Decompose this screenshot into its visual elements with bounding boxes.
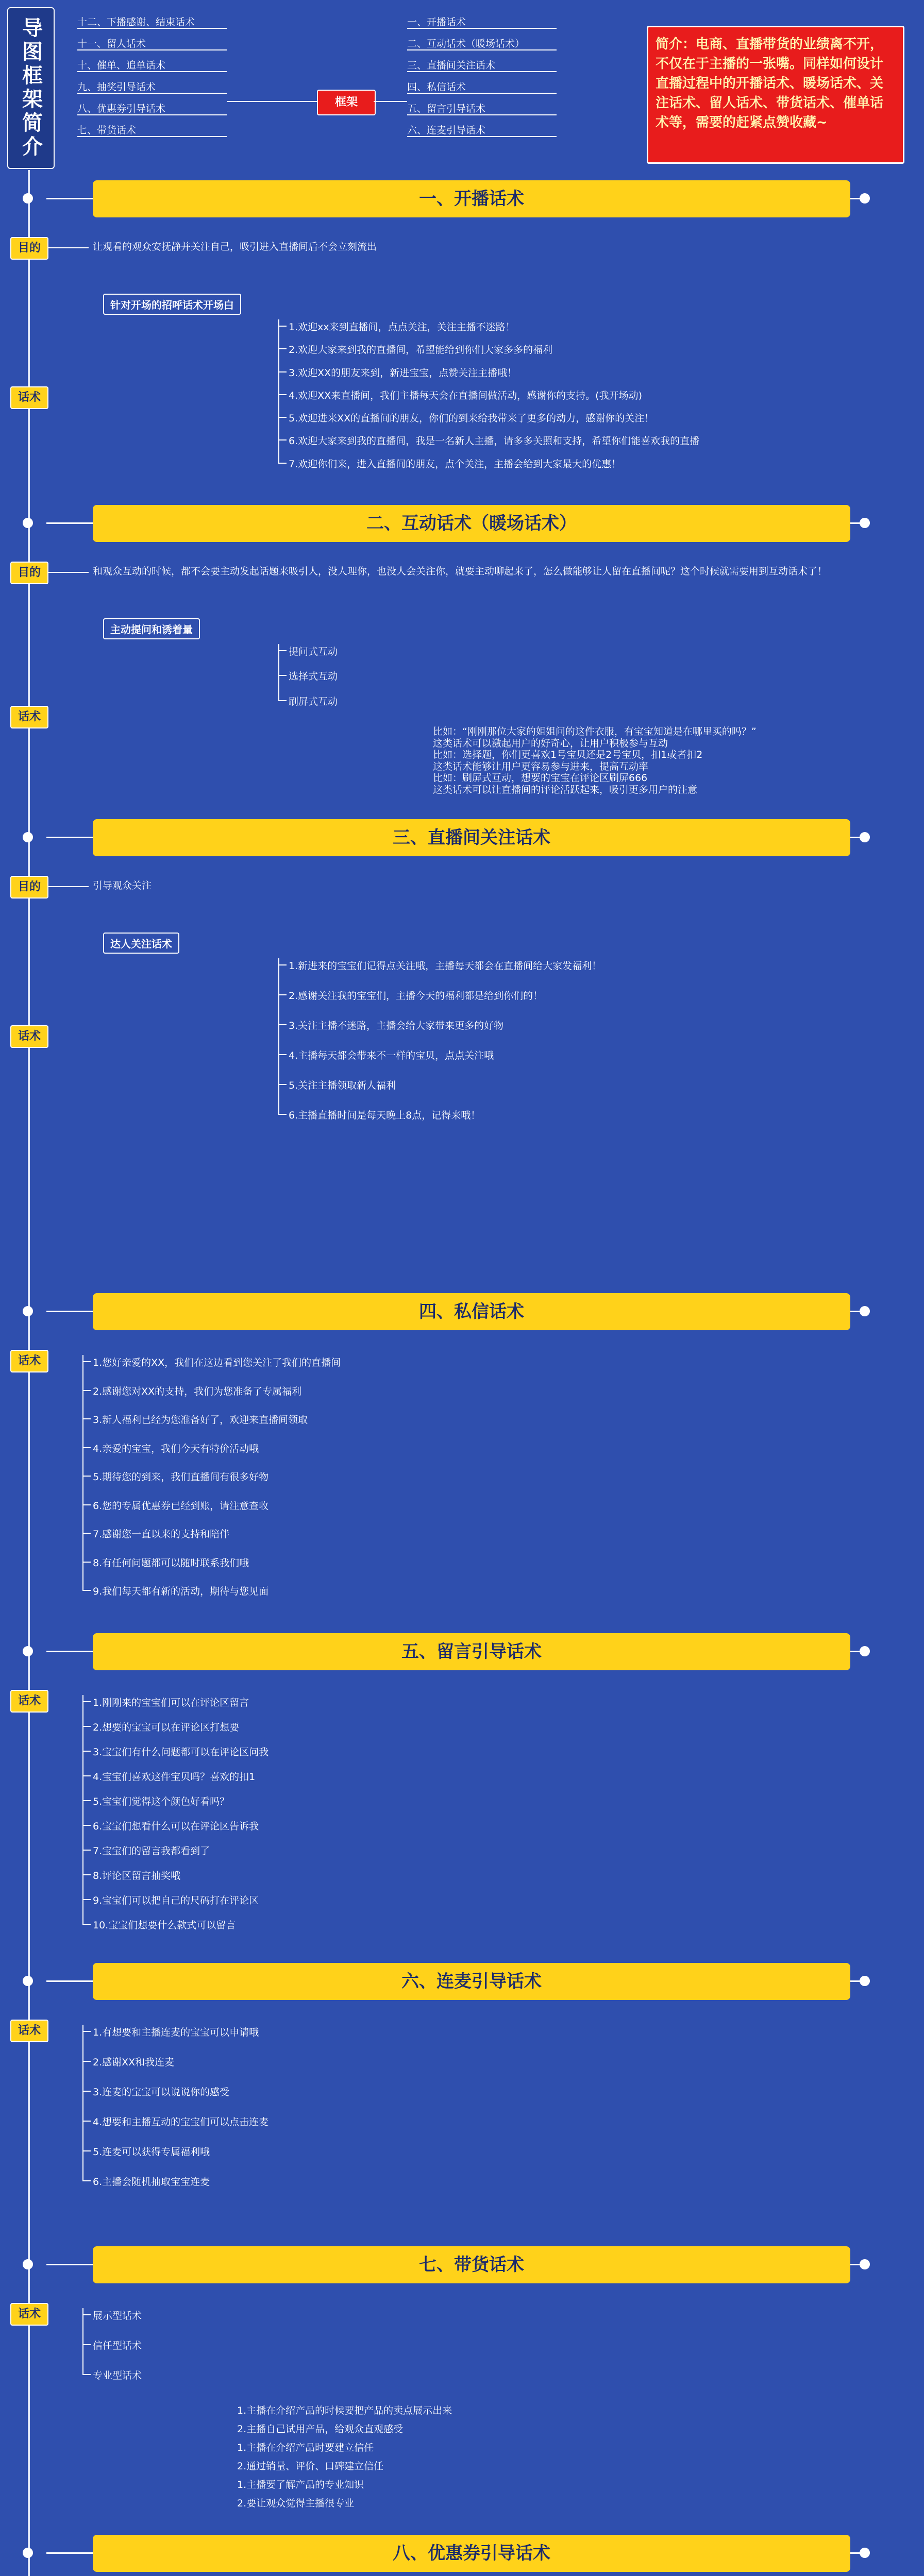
section-talk-label[interactable]: 话术 <box>10 1025 48 1048</box>
section-item[interactable]: 7.宝宝们的留言我都看到了 <box>93 1845 210 1857</box>
item-connector <box>278 439 287 440</box>
section-header[interactable] <box>93 1293 850 1330</box>
toc-left-item[interactable]: 十、催单、追单话术 <box>77 60 166 71</box>
section-goal-label[interactable]: 目的 <box>10 237 48 260</box>
item-connector <box>82 1447 91 1448</box>
section-item[interactable]: 2.感谢关注我的宝宝们，主播今天的福利都是给到你们的！ <box>289 990 543 1002</box>
item-connector <box>278 964 287 965</box>
section-item[interactable]: 3.关注主播不迷路，主播会给大家带来更多的好物 <box>289 1020 504 1031</box>
item-connector <box>82 1825 91 1826</box>
goal-connector <box>47 572 89 573</box>
section-item[interactable]: 提问式互动 <box>289 646 338 657</box>
toc-right-line <box>407 136 557 137</box>
section-item[interactable]: 3.新人福利已经为您准备好了，欢迎来直播间领取 <box>93 1414 308 1426</box>
section-item[interactable]: 8.有任何问题都可以随时联系我们哦 <box>93 1557 249 1569</box>
toc-right-line <box>407 71 557 72</box>
item-connector <box>82 2091 91 2092</box>
item-connector <box>82 1701 91 1702</box>
section-branch[interactable]: 达人关注话术 <box>103 933 179 954</box>
section-item[interactable]: 1.您好亲爱的XX，我们在这边看到您关注了我们的直播间 <box>93 1357 341 1368</box>
toc-right-line <box>407 49 557 50</box>
section-note: 这类话术可以让直播间的评论活跃起来，吸引更多用户的注意 <box>433 784 698 795</box>
section-title: 四、私信话术 <box>419 1301 524 1322</box>
section-cap-right <box>860 832 870 842</box>
section-goal-text: 和观众互动的时候，都不会要主动发起话题来吸引人，没人理你，也没人会关注你，就要主动聊起来了，怎么做能够让人留在直播间呢？这个时候就需要用到互动话术了！ <box>93 566 828 577</box>
section-item[interactable]: 2.想要的宝宝可以在评论区打想要 <box>93 1722 240 1733</box>
toc-right-line <box>407 93 557 94</box>
section-item[interactable]: 6.宝宝们想看什么可以在评论区告诉我 <box>93 1821 259 1832</box>
section-item[interactable]: 1.有想要和主播连麦的宝宝可以申请哦 <box>93 2027 259 2038</box>
section-item[interactable]: 1.新进来的宝宝们记得点关注哦，主播每天都会在直播间给大家发福利！ <box>289 960 602 972</box>
item-connector <box>278 394 287 395</box>
section-item[interactable]: 4.亲爱的宝宝，我们今天有特价活动哦 <box>93 1443 259 1454</box>
toc-left-line <box>77 114 227 115</box>
item-connector <box>278 348 287 349</box>
item-connector <box>82 2031 91 2032</box>
section-goal-text: 让观看的观众安抚静并关注自己，吸引进入直播间后不会立刻流出 <box>93 241 377 252</box>
section-cap-right <box>860 1646 870 1656</box>
section-note: 比如：选择题，你们更喜欢1号宝贝还是2号宝贝，扣1或者扣2 <box>433 749 703 760</box>
toc-right-item[interactable]: 五、留言引导话术 <box>407 103 486 114</box>
section-branch[interactable]: 主动提问和诱着量 <box>103 618 200 639</box>
section-item[interactable]: 5.欢迎进来XX的直播间的朋友，你们的到来给我带来了更多的动力，感谢你的关注！ <box>289 413 654 425</box>
item-connector <box>278 675 287 676</box>
item-connector <box>82 2121 91 2122</box>
section-item[interactable]: 3.连麦的宝宝可以说说你的感受 <box>93 2087 230 2098</box>
section-item[interactable]: 3.欢迎XX的朋友来到，新进宝宝，点赞关注主播哦！ <box>289 367 517 379</box>
section-item[interactable]: 刷屏式互动 <box>289 696 338 707</box>
item-connector <box>278 1054 287 1055</box>
toc-right-item[interactable]: 二、互动话术（暖场话术） <box>407 38 525 49</box>
toc-left-item[interactable]: 九、抽奖引导话术 <box>77 81 156 93</box>
item-connector <box>82 2344 91 2345</box>
item-connector <box>82 1874 91 1875</box>
section-item[interactable]: 4.宝宝们喜欢这件宝贝吗？喜欢的扣1 <box>93 1771 256 1783</box>
item-connector <box>82 2314 91 2315</box>
item-connector <box>278 463 287 464</box>
item-connector <box>82 1562 91 1563</box>
section-cap-left <box>23 193 33 204</box>
item-connector <box>278 326 287 327</box>
section-title: 一、开播话术 <box>419 189 524 209</box>
item-connector <box>82 1390 91 1391</box>
item-connector <box>278 1084 287 1085</box>
toc-right-item[interactable]: 六、连麦引导话术 <box>407 125 486 136</box>
item-connector <box>82 1533 91 1534</box>
section-cap-right <box>860 1976 870 1986</box>
section-cap-left <box>23 1976 33 1986</box>
section-note: 2.通过销量、评价、口碑建立信任 <box>237 2461 384 2472</box>
section-item[interactable]: 9.宝宝们可以把自己的尺码打在评论区 <box>93 1895 259 1906</box>
toc-connector-left <box>227 101 317 102</box>
item-connector <box>82 1476 91 1477</box>
section-cap-right <box>860 2259 870 2269</box>
section-item[interactable]: 6.欢迎大家来到我的直播间，我是一名新人主播，请多多关照和支持，希望你们能喜欢我的直播 <box>289 435 700 447</box>
section-goal-label[interactable]: 话术 <box>10 2303 48 2326</box>
item-connector <box>278 1114 287 1115</box>
section-note: 1.主播要了解产品的专业知识 <box>237 2479 364 2490</box>
section-cap-left <box>23 518 33 528</box>
section-note: 2.主播自己试用产品，给观众直观感受 <box>237 2424 404 2435</box>
section-item[interactable]: 1.刚刚来的宝宝们可以在评论区留言 <box>93 1697 249 1708</box>
section-note: 2.要让观众觉得主播很专业 <box>237 2498 355 2509</box>
goal-connector <box>47 886 89 887</box>
section-talk-label[interactable]: 话术 <box>10 706 48 728</box>
toc-left-item[interactable]: 八、优惠券引导话术 <box>77 103 166 114</box>
section-item[interactable]: 4.欢迎XX来直播间，我们主播每天会在直播间做活动，感谢你的支持。(我开场动) <box>289 389 642 401</box>
section-note: 这类话术能够让用户更容易参与进来，提高互动率 <box>433 760 649 772</box>
section-title: 五、留言引导话术 <box>401 1641 542 1662</box>
items-connector <box>278 319 279 464</box>
section-goal-label[interactable]: 话术 <box>10 1350 48 1372</box>
spine-line <box>28 170 30 2576</box>
item-connector <box>82 2374 91 2375</box>
section-item[interactable]: 9.我们每天都有新的活动，期待与您见面 <box>93 1586 269 1598</box>
item-connector <box>82 1850 91 1851</box>
root-node[interactable]: 框架 <box>317 90 376 115</box>
section-cap-left <box>23 832 33 842</box>
section-cap-left <box>23 2259 33 2269</box>
section-item[interactable]: 5.期待您的到来，我们直播间有很多好物 <box>93 1471 269 1483</box>
items-connector <box>82 2025 83 2181</box>
toc-left-item[interactable]: 七、带货话术 <box>77 125 137 136</box>
item-connector <box>82 1726 91 1727</box>
toc-right-item[interactable]: 一、开播话术 <box>407 16 466 28</box>
section-item[interactable]: 专业型话术 <box>93 2370 142 2381</box>
section-item[interactable]: 2.欢迎大家来到我的直播间，希望能给到你们大家多多的福利 <box>289 344 553 356</box>
section-title: 六、连麦引导话术 <box>401 1971 542 1992</box>
section-item[interactable]: 7.感谢您一直以来的支持和陪伴 <box>93 1529 230 1540</box>
toc-left-line <box>77 71 227 72</box>
section-goal-label[interactable]: 话术 <box>10 2020 48 2042</box>
section-goal-label[interactable]: 目的 <box>10 562 48 584</box>
section-note: 比如：刷屏式互动，想要的宝宝在评论区刷屏666 <box>433 772 648 784</box>
section-cap-left <box>23 2548 33 2558</box>
toc-left-line <box>77 93 227 94</box>
section-talk-label[interactable]: 话术 <box>10 386 48 409</box>
section-note: 这类话术可以激起用户的好奇心，让用户积极参与互动 <box>433 737 668 749</box>
section-header[interactable] <box>93 1633 850 1670</box>
item-connector <box>82 2150 91 2151</box>
section-header[interactable] <box>93 505 850 542</box>
toc-left-item[interactable]: 十二、下播感谢、结束话术 <box>77 16 195 28</box>
section-header[interactable] <box>93 1963 850 2000</box>
section-item[interactable]: 信任型话术 <box>93 2340 142 2351</box>
item-connector <box>82 1924 91 1925</box>
section-branch[interactable]: 针对开场的招呼话术开场白 <box>103 294 241 315</box>
section-item[interactable]: 展示型话术 <box>93 2310 142 2321</box>
section-cap-right <box>860 1306 870 1316</box>
section-item[interactable]: 5.宝宝们觉得这个颜色好看吗？ <box>93 1796 230 1807</box>
item-connector <box>278 700 287 701</box>
section-item[interactable]: 6.您的专属优惠券已经到账，请注意查收 <box>93 1500 269 1512</box>
section-item[interactable]: 4.想要和主播互动的宝宝们可以点击连麦 <box>93 2116 269 2128</box>
item-connector <box>278 371 287 372</box>
item-connector <box>82 1775 91 1776</box>
section-item[interactable]: 2.感谢您对XX的支持，我们为您准备了专属福利 <box>93 1385 302 1397</box>
toc-right-line <box>407 114 557 115</box>
items-connector <box>82 2308 83 2375</box>
item-connector <box>82 1590 91 1591</box>
intro-box: 简介：电商、直播带货的业绩离不开，不仅在于主播的一张嘴。同样如何设计直播过程中的开播话术、暖场话术、关注话术、留人话术、带货话术、催单话术等，需要的赶紧点赞收藏~ <box>647 26 904 164</box>
section-header[interactable] <box>93 819 850 856</box>
section-header[interactable] <box>93 2246 850 2283</box>
item-connector <box>278 1024 287 1025</box>
toc-right-item[interactable]: 四、私信话术 <box>407 81 466 93</box>
section-note: 1.主播在介绍产品的时候要把产品的卖点展示出来 <box>237 2405 452 2416</box>
toc-left-line <box>77 49 227 50</box>
section-cap-right <box>860 193 870 204</box>
toc-right-item[interactable]: 三、直播间关注话术 <box>407 60 496 71</box>
section-note: 比如：“刚刚那位大家的姐姐问的这件衣服，有宝宝知道是在哪里买的吗？” <box>433 726 757 737</box>
section-note: 1.主播在介绍产品时要建立信任 <box>237 2442 374 2453</box>
section-title: 二、互动话术（暖场话术） <box>366 513 577 534</box>
item-connector <box>82 2061 91 2062</box>
item-connector <box>82 1800 91 1801</box>
items-connector <box>278 644 279 701</box>
item-connector <box>278 650 287 651</box>
section-item[interactable]: 7.欢迎你们来，进入直播间的朋友，点个关注，主播会给到大家最大的优惠！ <box>289 458 621 470</box>
section-item[interactable]: 选择式互动 <box>289 671 338 683</box>
section-header[interactable] <box>93 2535 850 2572</box>
item-connector <box>82 1418 91 1419</box>
map-title: 导图框架简介 <box>7 7 55 169</box>
section-goal-label[interactable]: 话术 <box>10 1690 48 1713</box>
section-cap-right <box>860 2548 870 2558</box>
section-item[interactable]: 2.感谢XX和我连麦 <box>93 2057 175 2068</box>
section-item[interactable]: 8.评论区留言抽奖哦 <box>93 1870 181 1882</box>
item-connector <box>82 1361 91 1362</box>
toc-right-line <box>407 28 557 29</box>
section-cap-left <box>23 1306 33 1316</box>
item-connector <box>82 2180 91 2181</box>
item-connector <box>278 417 287 418</box>
section-title: 三、直播间关注话术 <box>393 827 550 848</box>
section-item[interactable]: 10.宝宝们想要什么款式可以留言 <box>93 1920 236 1931</box>
goal-connector <box>47 247 89 248</box>
section-item[interactable]: 5.连麦可以获得专属福利哦 <box>93 2146 210 2158</box>
item-connector <box>82 1899 91 1900</box>
section-goal-text: 引导观众关注 <box>93 880 152 891</box>
section-item[interactable]: 6.主播会随机抽取宝宝连麦 <box>93 2176 210 2188</box>
section-item[interactable]: 5.关注主播领取新人福利 <box>289 1080 396 1091</box>
section-item[interactable]: 1.欢迎xx来到直播间，点点关注，关注主播不迷路！ <box>289 321 515 333</box>
item-connector <box>82 1751 91 1752</box>
section-header[interactable] <box>93 180 850 217</box>
toc-left-line <box>77 28 227 29</box>
toc-left-item[interactable]: 十一、留人话术 <box>77 38 146 49</box>
toc-left-line <box>77 136 227 137</box>
toc-connector-right <box>374 101 407 102</box>
item-connector <box>278 994 287 995</box>
section-item[interactable]: 3.宝宝们有什么问题都可以在评论区问我 <box>93 1747 269 1758</box>
section-cap-left <box>23 1646 33 1656</box>
section-cap-right <box>860 518 870 528</box>
item-connector <box>82 1504 91 1505</box>
section-item[interactable]: 4.主播每天都会带来不一样的宝贝，点点关注哦 <box>289 1050 494 1061</box>
section-item[interactable]: 6.主播直播时间是每天晚上8点，记得来哦！ <box>289 1110 481 1121</box>
items-connector <box>82 1695 83 1925</box>
section-goal-label[interactable]: 目的 <box>10 876 48 899</box>
items-connector <box>278 958 279 1115</box>
section-title: 七、带货话术 <box>419 2255 524 2275</box>
section-title: 八、优惠券引导话术 <box>393 2543 550 2564</box>
